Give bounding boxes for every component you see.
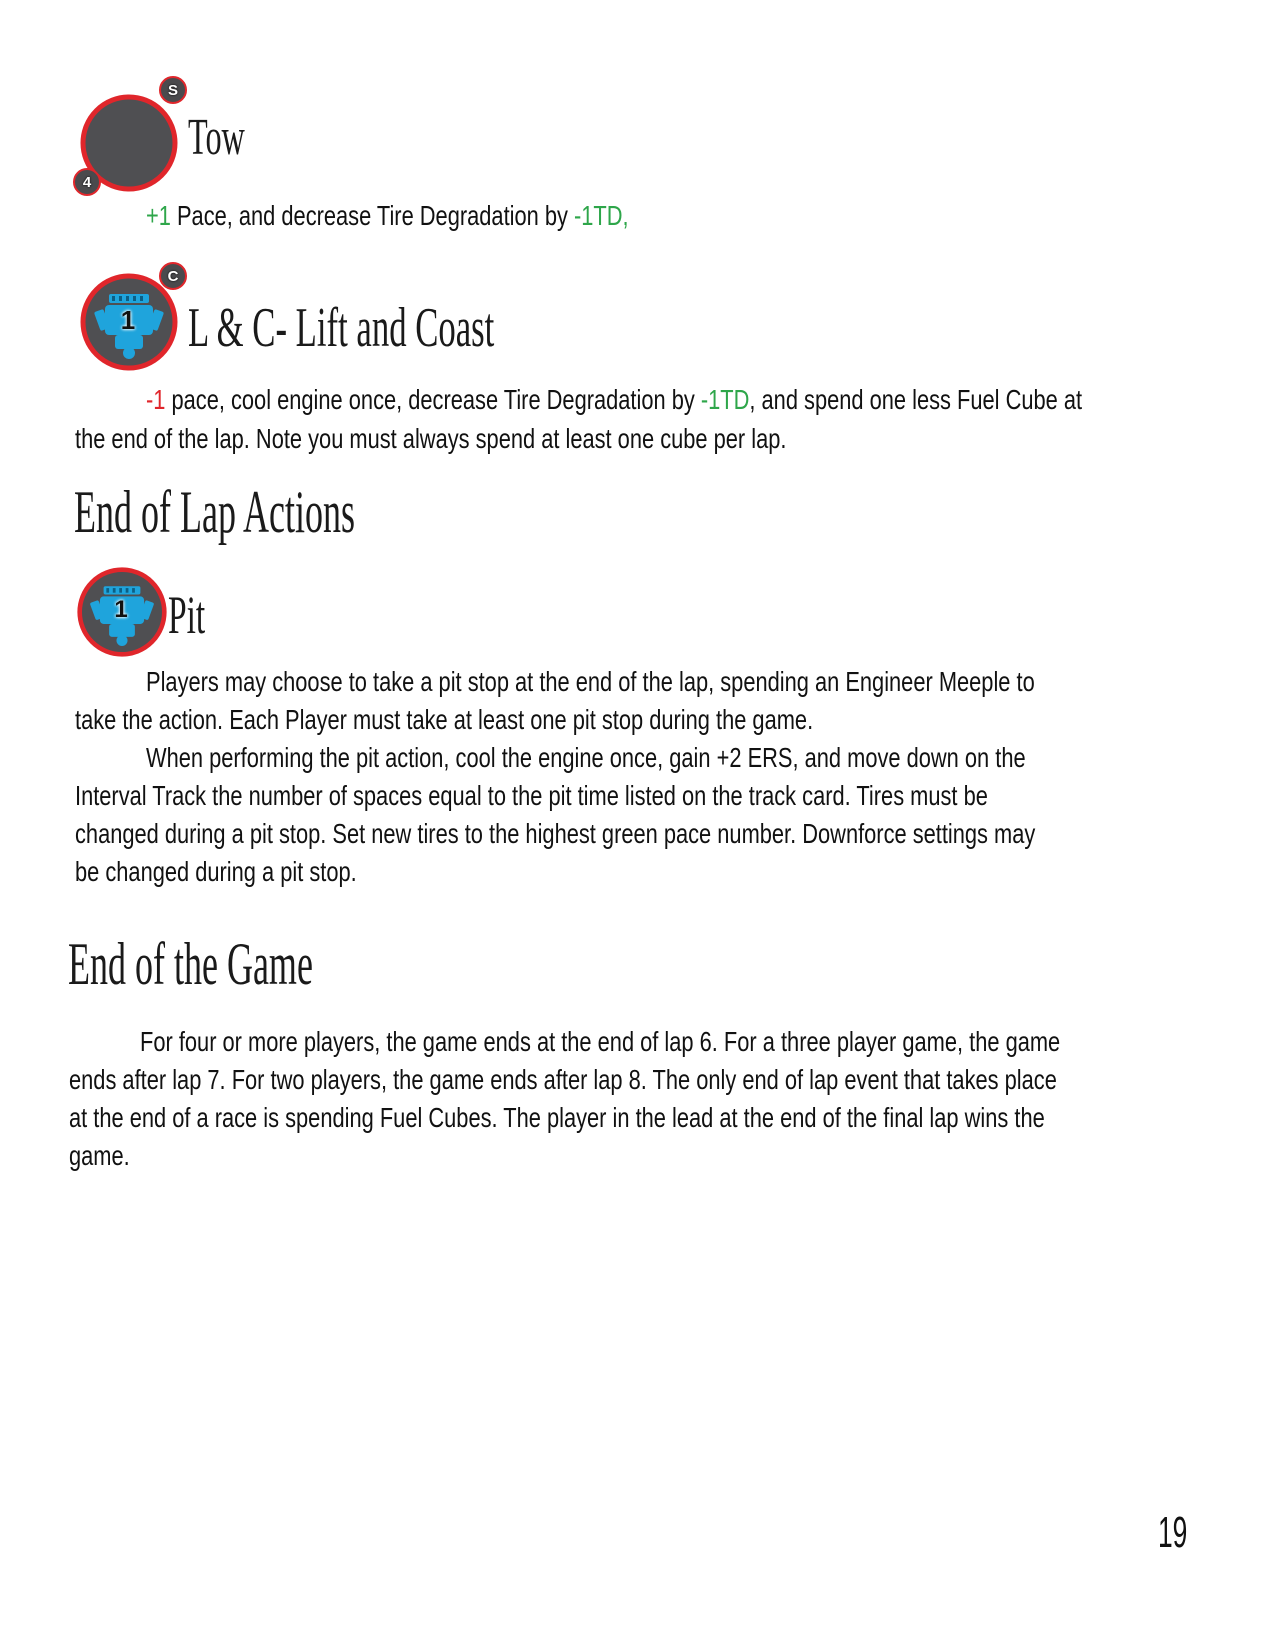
lift-coast-td-value: -1TD — [700, 384, 750, 415]
tow-pace-value: +1 — [146, 200, 171, 231]
end-of-lap-heading: End of Lap Actions — [74, 479, 355, 545]
lift-coast-title: L & C- Lift and Coast — [188, 297, 495, 359]
pit-paragraph2-line4: be changed during a pit stop. — [75, 856, 357, 887]
lift-coast-icon-number: 1 — [120, 305, 136, 335]
pit-paragraph2-line1: When performing the pit action, cool the engine once, gain +2 ERS, and move down on the — [146, 742, 1026, 773]
end-of-game-line3: at the end of a race is spending Fuel Cubes. The player in the lead at the end of the final lap wins the — [69, 1102, 1045, 1133]
pit-paragraph2-line3: changed during a pit stop. Set new tires to the highest green pace number. Downforce settings may — [75, 818, 1036, 849]
lift-coast-badge-top: C — [159, 262, 187, 290]
pit-title: Pit — [168, 585, 206, 645]
tow-badge-bottom: 4 — [73, 168, 101, 196]
tow-td-value: -1TD, — [573, 200, 629, 231]
pit-paragraph1-line1: Players may choose to take a pit stop at the end of the lap, spending an Engineer Meeple to — [146, 666, 1035, 697]
pit-paragraph2-line2: Interval Track the number of spaces equal to the pit time listed on the track card. Tires must be — [75, 780, 988, 811]
page-number: 19 — [1158, 1508, 1188, 1557]
lift-coast-text-a: pace, cool engine once, decrease Tire Degradation by — [165, 384, 701, 415]
end-of-game-line1: For four or more players, the game ends at the end of lap 6. For a three player game, the game — [140, 1026, 1061, 1057]
tow-title: Tow — [188, 109, 245, 166]
end-of-game-line4: game. — [69, 1140, 130, 1171]
lift-coast-text-b: , and spend one less Fuel Cube at — [749, 384, 1083, 415]
lift-coast-description-line1 — [146, 384, 1082, 416]
tow-text: Pace, and decrease Tire Degradation by — [170, 200, 574, 231]
tow-description — [146, 200, 629, 232]
lift-coast-description-line2: the end of the lap. Note you must always spend at least one cube per lap. — [75, 423, 787, 454]
end-of-game-line2: ends after lap 7. For two players, the game ends after lap 8. The only end of lap event that takes place — [69, 1064, 1057, 1095]
pit-icon-number: 1 — [114, 596, 128, 623]
pit-paragraph1-line2: take the action. Each Player must take at least one pit stop during the game. — [75, 704, 814, 735]
end-of-game-heading: End of the Game — [68, 931, 313, 997]
tow-badge-top: S — [159, 76, 187, 104]
lift-coast-pace-value: -1 — [146, 384, 166, 415]
